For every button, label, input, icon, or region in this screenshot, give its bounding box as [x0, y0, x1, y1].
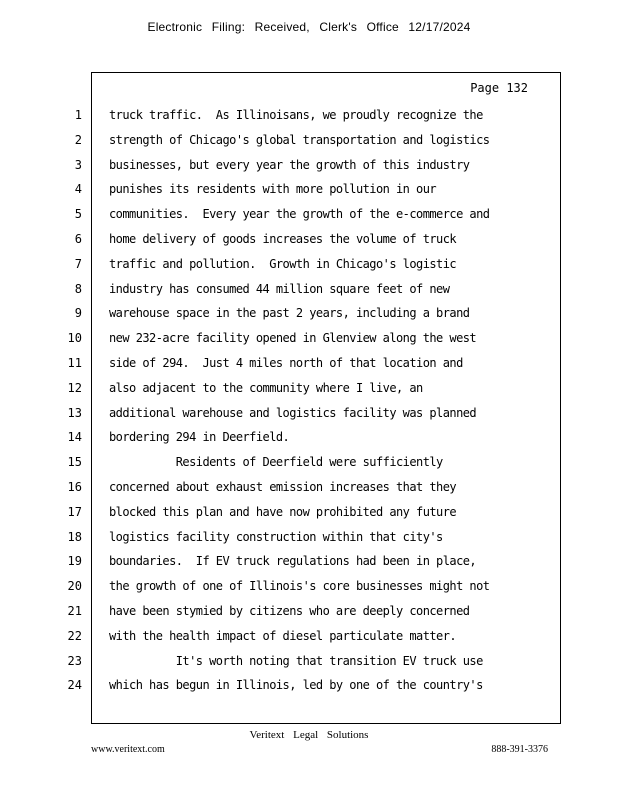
transcript-line	[0, 158, 618, 183]
line-text: concerned about exhaust emission increases that they	[109, 480, 457, 494]
transcript-line	[0, 505, 618, 530]
line-number: 2	[74, 132, 82, 147]
transcript-line	[0, 654, 618, 679]
line-text: traffic and pollution. Growth in Chicago's logistic	[109, 256, 457, 271]
line-number: 19	[67, 554, 82, 569]
line-number: 16	[67, 480, 82, 494]
transcript-line	[0, 257, 618, 282]
footer-company: Veritext Legal Solutions	[249, 729, 369, 741]
transcript-line	[0, 430, 618, 455]
line-text: warehouse space in the past 2 years, including a brand	[109, 306, 470, 321]
transcript-line	[0, 554, 618, 579]
transcript-line	[0, 133, 618, 158]
line-text: businesses, but every year the growth of this industry	[109, 157, 470, 172]
line-text: new 232-acre facility opened in Glenview along the west	[109, 331, 477, 346]
line-number: 6	[74, 232, 82, 246]
transcript-line	[0, 356, 618, 381]
line-number: 5	[74, 207, 82, 222]
transcript-line	[0, 232, 618, 257]
line-number: 21	[67, 604, 82, 618]
line-number: 22	[67, 628, 82, 643]
line-number: 15	[67, 455, 82, 470]
line-number: 24	[67, 678, 82, 693]
line-number: 23	[67, 653, 82, 668]
line-number: 13	[67, 405, 82, 420]
line-text: have been stymied by citizens who are deeply concerned	[109, 604, 470, 618]
transcript-line	[0, 629, 618, 654]
line-text: industry has consumed 44 million square feet of new	[109, 281, 450, 296]
line-number: 18	[67, 529, 82, 544]
line-text: also adjacent to the community where I live, an	[109, 380, 423, 395]
line-number: 17	[67, 504, 82, 519]
line-number: 4	[74, 182, 82, 197]
line-text: the growth of one of Illinois's core businesses might not	[109, 579, 490, 594]
line-number: 7	[74, 256, 82, 271]
transcript-line	[0, 530, 618, 555]
line-text: home delivery of goods increases the volume of truck	[109, 232, 457, 246]
line-text: bordering 294 in Deerfield.	[109, 430, 290, 445]
transcript-line	[0, 604, 618, 629]
line-text: side of 294. Just 4 miles north of that location and	[109, 356, 463, 370]
line-number: 3	[74, 157, 82, 172]
line-text: boundaries. If EV truck regulations had been in place,	[109, 554, 477, 569]
footer-phone: 888-391-3376	[491, 744, 548, 755]
line-number: 10	[67, 331, 82, 346]
line-text: truck traffic. As Illinoisans, we proudly recognize the	[109, 108, 483, 122]
line-text: punishes its residents with more pollution in our	[109, 182, 437, 197]
transcript-line	[0, 282, 618, 307]
transcript-line	[0, 108, 618, 133]
line-number: 11	[67, 356, 82, 370]
transcript-line	[0, 331, 618, 356]
line-number: 1	[74, 108, 82, 122]
transcript-line	[0, 455, 618, 480]
line-text: Residents of Deerfield were sufficiently	[109, 455, 443, 470]
line-number: 9	[74, 306, 82, 321]
line-number: 12	[67, 380, 82, 395]
filing-header: Electronic Filing: Received, Clerk's Office 12/17/2024	[147, 20, 471, 34]
line-text: additional warehouse and logistics facility was planned	[109, 405, 477, 420]
line-text: with the health impact of diesel particulate matter.	[109, 628, 457, 643]
page-number: Page 132	[470, 81, 528, 95]
line-number: 20	[67, 579, 82, 594]
line-text: which has begun in Illinois, led by one of the country's	[109, 678, 483, 693]
line-text: logistics facility construction within that city's	[109, 529, 443, 544]
line-number: 8	[74, 281, 82, 296]
transcript-line	[0, 207, 618, 232]
line-text: blocked this plan and have now prohibited any future	[109, 504, 457, 519]
line-text: It's worth noting that transition EV truck use	[109, 653, 483, 668]
transcript-line	[0, 306, 618, 331]
line-text: strength of Chicago's global transportation and logistics	[109, 132, 490, 147]
transcript-line	[0, 480, 618, 505]
transcript-line	[0, 381, 618, 406]
transcript-line	[0, 678, 618, 703]
transcript-line	[0, 182, 618, 207]
line-number: 14	[67, 430, 82, 445]
transcript-line	[0, 406, 618, 431]
line-text: communities. Every year the growth of the e-commerce and	[109, 207, 490, 222]
transcript-line	[0, 579, 618, 604]
footer-website: www.veritext.com	[91, 744, 165, 755]
